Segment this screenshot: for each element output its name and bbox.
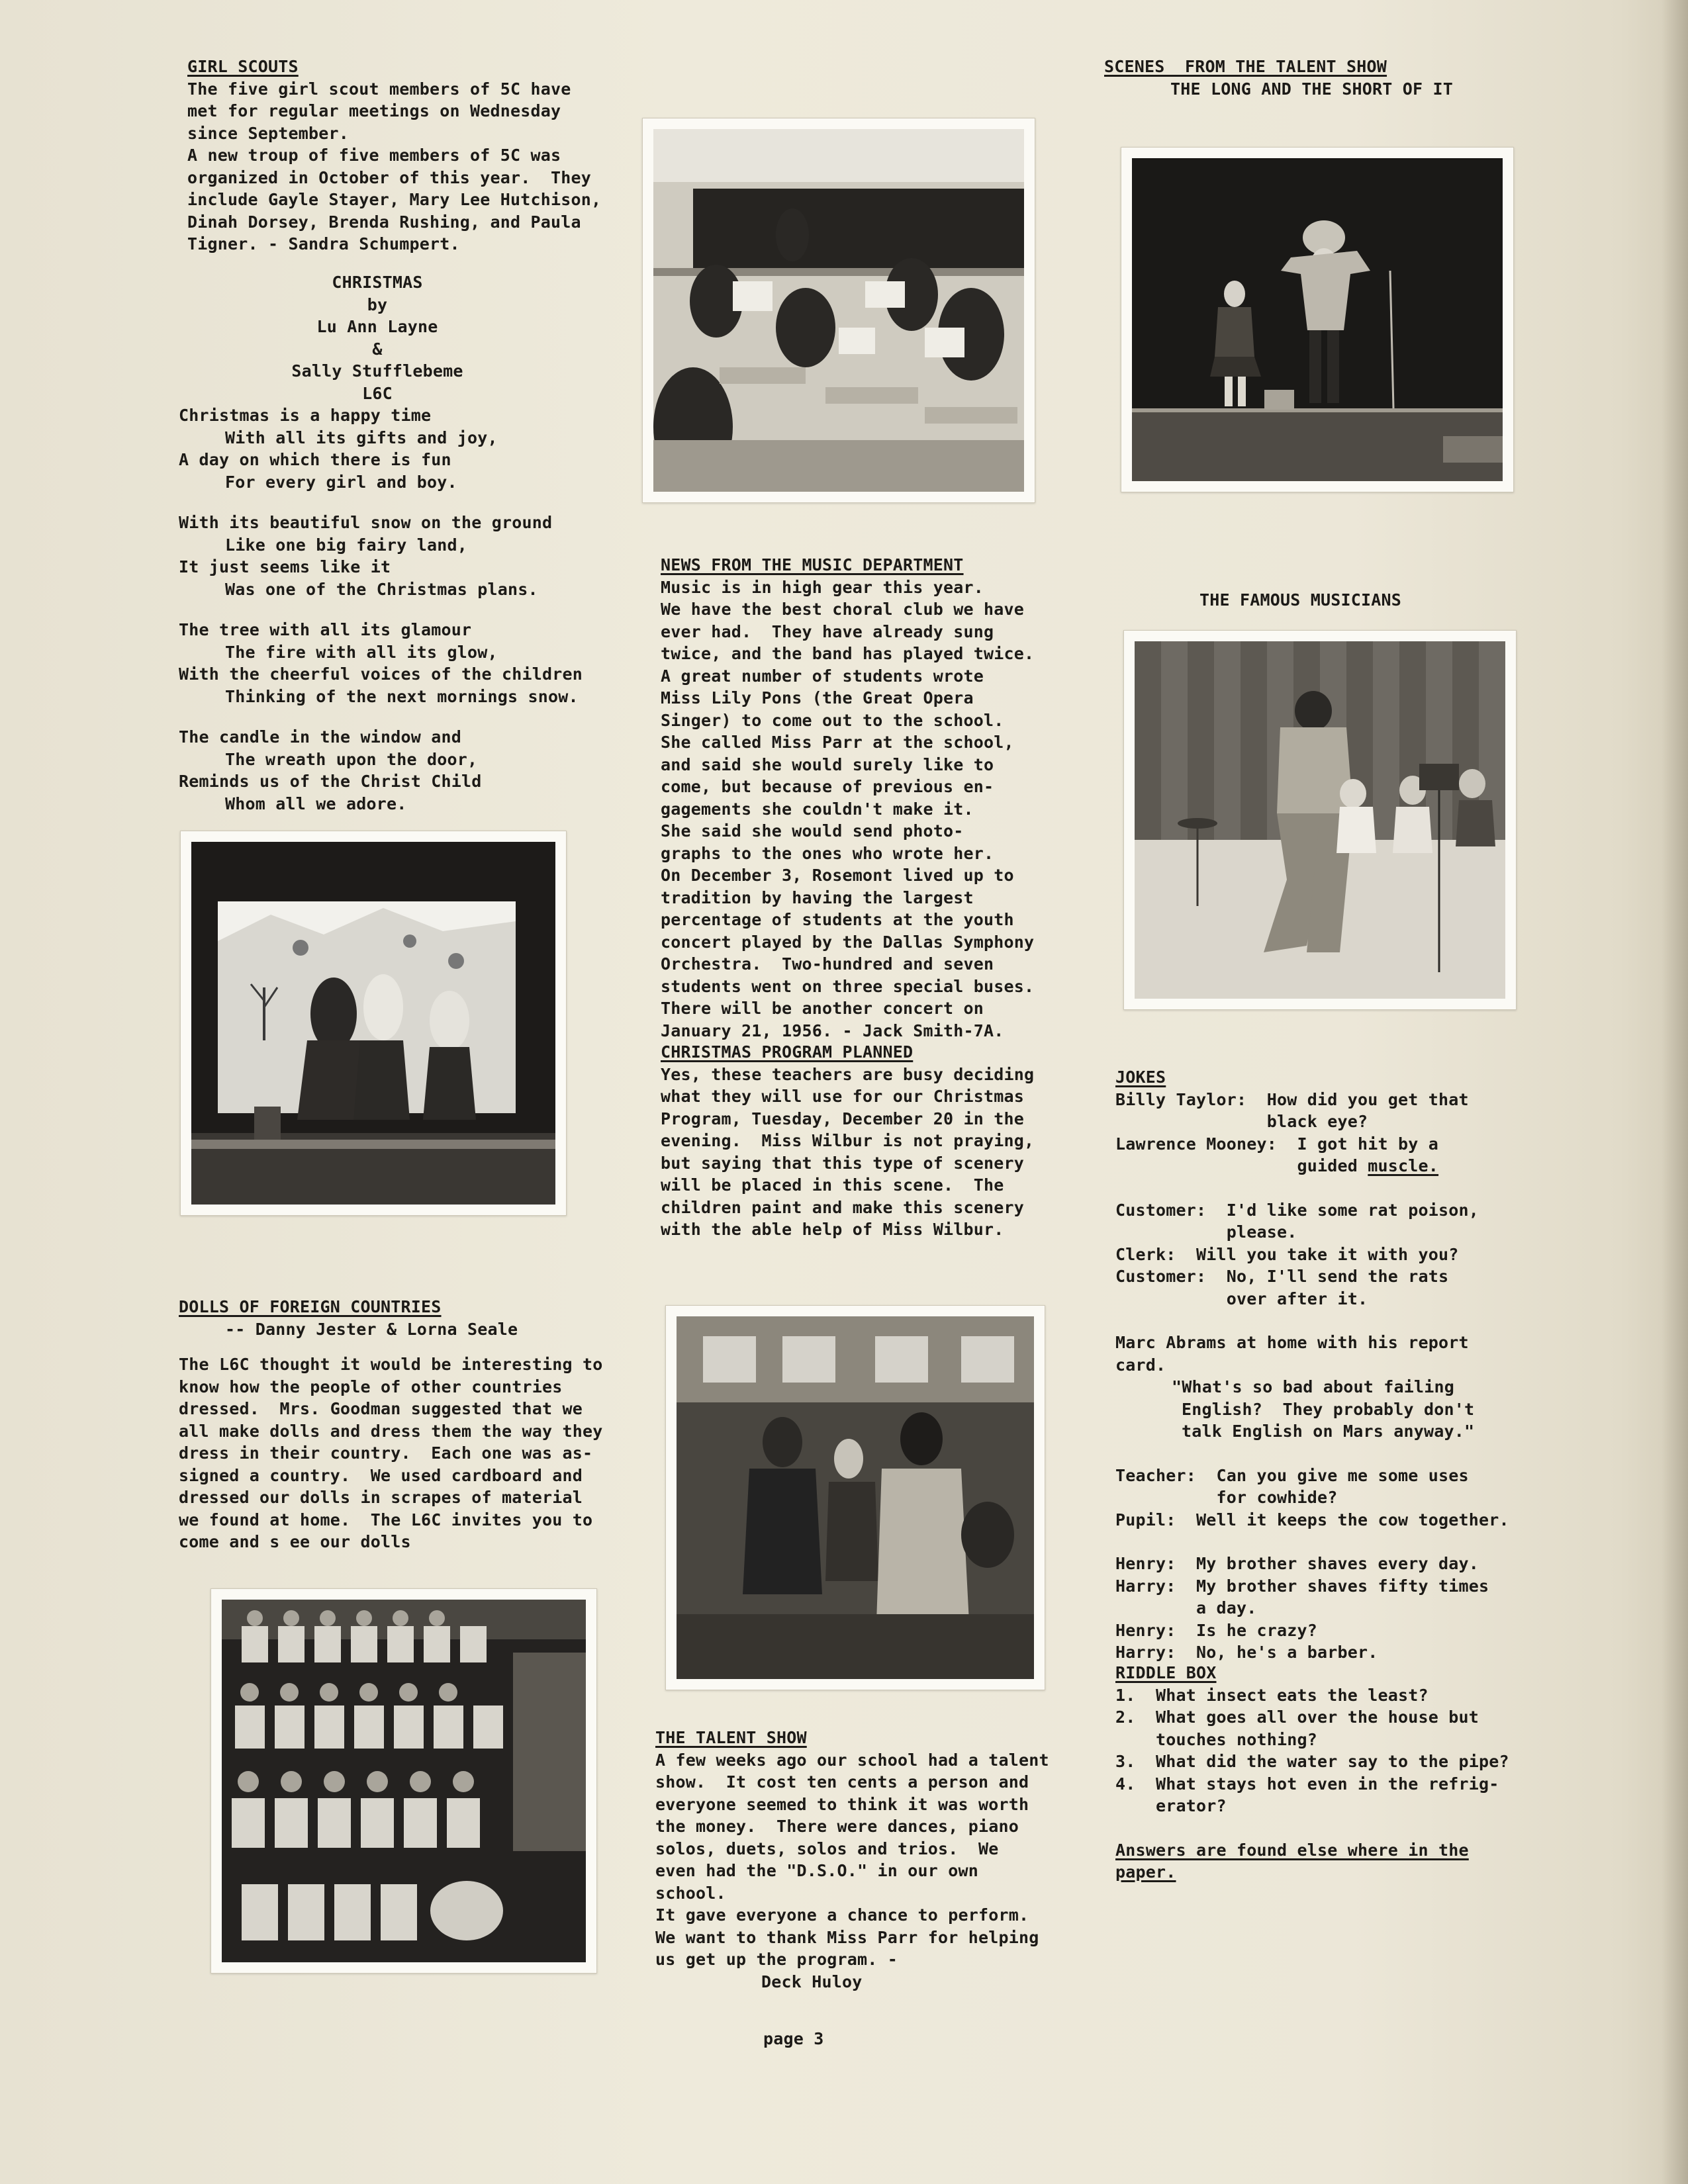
joke-line: Clerk: Will you take it with you? — [1115, 1244, 1459, 1264]
article-line: students went on three special buses. — [661, 976, 1035, 996]
photo-famous-musicians — [1123, 630, 1517, 1010]
music-article — [661, 554, 1084, 1042]
poem-title: CHRISTMAS — [332, 273, 423, 292]
article-line: gagements she couldn't make it. — [661, 799, 974, 819]
article-line: twice, and the band has played twice. — [661, 644, 1035, 663]
poem-class: L6C — [362, 383, 393, 403]
girl-scouts-heading: GIRL SCOUTS — [187, 57, 299, 76]
poem-line: The wreath upon the door, — [225, 749, 478, 769]
joke-line: black eye? — [1266, 1112, 1368, 1131]
joke-line: Henry: My brother shaves every day. — [1115, 1554, 1479, 1573]
article-line: Yes, these teachers are busy deciding — [661, 1064, 1035, 1084]
joke-line: Customer: I'd like some rat poison, — [1115, 1200, 1479, 1220]
article-line: Singer) to come out to the school. — [661, 710, 1004, 730]
article-line: A great number of students wrote — [661, 666, 984, 686]
girl-scouts-article — [187, 56, 637, 255]
article-line: The five girl scout members of 5C have — [187, 79, 571, 99]
poem-line: Reminds us of the Christ Child — [179, 772, 482, 791]
article-line: There will be another concert on — [661, 999, 984, 1018]
poem-line: The tree with all its glamour — [179, 620, 472, 639]
article-line: and said she would surely like to — [661, 754, 994, 774]
article-line: A new troup of five members of 5C was — [187, 146, 561, 165]
article-line: dressed. Mrs. Goodman suggested that we — [179, 1399, 583, 1418]
joke-line: Teacher: Can you give me some uses — [1115, 1465, 1469, 1485]
joke-line: guided muscle. — [1115, 1155, 1605, 1177]
article-line: all make dolls and dress them the way they — [179, 1421, 603, 1441]
article-line: but saying that this type of scenery — [661, 1153, 1025, 1173]
photo-teachers-planning — [665, 1305, 1045, 1690]
dolls-heading: DOLLS OF FOREIGN COUNTRIES — [179, 1297, 442, 1316]
riddle-item: 4. What stays hot even in the refrig- — [1115, 1774, 1499, 1794]
photo-christmas-scenery — [180, 831, 567, 1216]
poem-line: It just seems like it — [179, 557, 391, 576]
article-line: We have the best choral club we have — [661, 600, 1025, 619]
article-line: dressed our dolls in scrapes of material — [179, 1488, 583, 1507]
photo-long-and-short — [1121, 147, 1514, 492]
joke-line: Billy Taylor: How did you get that — [1115, 1089, 1469, 1109]
article-line: percentage of students at the youth — [661, 910, 1014, 929]
dolls-article — [179, 1296, 649, 1553]
riddle-item: erator? — [1156, 1796, 1227, 1815]
article-line: tradition by having the largest — [661, 887, 974, 907]
article-line: will be placed in this scene. The — [661, 1175, 1004, 1195]
joke-line: for cowhide? — [1216, 1488, 1338, 1507]
article-line: Tigner. - Sandra Schumpert. — [187, 234, 460, 253]
article-line: we found at home. The L6C invites you to — [179, 1510, 593, 1529]
article-line: the money. There were dances, piano — [655, 1817, 1019, 1836]
dolls-byline: -- Danny Jester & Lorna Seale — [225, 1319, 518, 1339]
article-line: solos, duets, solos and trios. We — [655, 1839, 999, 1858]
scenes-heading: SCENES FROM THE TALENT SHOW — [1104, 57, 1387, 76]
article-line: The L6C thought it would be interesting to — [179, 1355, 603, 1374]
poem-line: Was one of the Christmas plans. — [225, 579, 538, 599]
poem-ampersand: & — [372, 339, 383, 359]
article-line: Miss Lily Pons (the Great Opera — [661, 688, 974, 707]
article-line: Orchestra. Two-hundred and seven — [661, 954, 994, 974]
article-line: children paint and make this scenery — [661, 1197, 1025, 1217]
article-line: Music is in high gear this year. — [661, 577, 984, 597]
talent-show-signature: Deck Huloy — [761, 1972, 863, 1991]
poem-line: For every girl and boy. — [225, 472, 457, 492]
christmas-program-article — [661, 1041, 1084, 1241]
article-line: show. It cost ten cents a person and — [655, 1772, 1029, 1792]
joke-line: a day. — [1196, 1598, 1257, 1617]
article-line: It gave everyone a chance to perform. — [655, 1905, 1029, 1925]
poem-line: Like one big fairy land, — [225, 535, 468, 555]
poem-author: Lu Ann Layne — [316, 317, 438, 336]
joke-line: Marc Abrams at home with his report — [1115, 1333, 1469, 1352]
scenes-heading-block — [1104, 56, 1568, 100]
joke-line: Henry: Is he crazy? — [1115, 1620, 1318, 1640]
riddle-item: 3. What did the water say to the pipe? — [1115, 1752, 1509, 1771]
article-line: She said she would send photo- — [661, 821, 964, 841]
article-line: know how the people of other countries — [179, 1377, 563, 1396]
article-line: We want to thank Miss Parr for helping — [655, 1927, 1039, 1947]
article-line: signed a country. We used cardboard and — [179, 1465, 583, 1485]
christmas-program-heading: CHRISTMAS PROGRAM PLANNED — [661, 1042, 914, 1062]
jokes-section — [1115, 1066, 1605, 1664]
joke-line: Harry: My brother shaves fifty times — [1115, 1576, 1489, 1596]
article-line: met for regular meetings on Wednesday — [187, 101, 561, 120]
poem-author: Sally Stufflebeme — [291, 361, 463, 381]
joke-quote: talk English on Mars anyway." — [1182, 1422, 1475, 1441]
famous-musicians-caption-block — [1199, 589, 1464, 612]
riddle-item: 2. What goes all over the house but — [1115, 1707, 1479, 1727]
riddle-box — [1115, 1662, 1605, 1884]
riddle-answers-note: paper. — [1115, 1862, 1176, 1882]
photo-classroom — [642, 118, 1035, 503]
christmas-poem — [179, 271, 635, 815]
article-line: January 21, 1956. - Jack Smith-7A. — [661, 1021, 1004, 1040]
poem-line: The fire with all its glow, — [225, 642, 498, 662]
poem-line: Christmas is a happy time — [179, 406, 432, 425]
joke-line: Lawrence Mooney: I got hit by a — [1115, 1134, 1439, 1154]
article-line: what they will use for our Christmas — [661, 1087, 1025, 1106]
poem-line: With the cheerful voices of the children — [179, 664, 583, 684]
page-edge-shadow — [1662, 0, 1688, 2184]
article-line: On December 3, Rosemont lived up to — [661, 866, 1014, 885]
article-line: with the able help of Miss Wilbur. — [661, 1220, 1004, 1239]
poem-line: Whom all we adore. — [225, 794, 407, 813]
article-line: school. — [655, 1883, 726, 1903]
joke-quote: English? They probably don't — [1182, 1399, 1475, 1419]
joke-line: over after it. — [1226, 1289, 1368, 1308]
music-heading: NEWS FROM THE MUSIC DEPARTMENT — [661, 555, 964, 574]
article-line: include Gayle Stayer, Mary Lee Hutchison, — [187, 190, 602, 209]
joke-line: Harry: No, he's a barber. — [1115, 1643, 1378, 1662]
talent-show-heading: THE TALENT SHOW — [655, 1728, 807, 1747]
joke-line: Pupil: Well it keeps the cow together. — [1115, 1510, 1509, 1529]
article-line: Program, Tuesday, December 20 in the — [661, 1109, 1025, 1128]
muscle-word: muscle. — [1368, 1156, 1439, 1175]
page-number-text: page 3 — [763, 2029, 824, 2048]
article-line: come, but because of previous en- — [661, 777, 994, 796]
poem-by: by — [367, 295, 388, 314]
article-line: evening. Miss Wilbur is not praying, — [661, 1131, 1035, 1150]
article-line: us get up the program. - — [655, 1950, 898, 1969]
article-line: Dinah Dorsey, Brenda Rushing, and Paula — [187, 212, 581, 232]
riddle-item: 1. What insect eats the least? — [1115, 1685, 1429, 1705]
article-line: come and s ee our dolls — [179, 1532, 411, 1551]
joke-line: card. — [1115, 1355, 1166, 1375]
joke-quote: "What's so bad about failing — [1172, 1377, 1455, 1396]
photo-dolls-class — [211, 1588, 597, 1974]
page-number — [763, 2028, 896, 2050]
article-line: ever had. They have already sung — [661, 621, 994, 641]
article-line: graphs to the ones who wrote her. — [661, 843, 994, 863]
article-line: dress in their country. Each one was as- — [179, 1443, 593, 1463]
article-line: everyone seemed to think it was worth — [655, 1794, 1029, 1814]
article-line: since September. — [187, 123, 350, 143]
article-line: even had the "D.S.O." in our own — [655, 1861, 979, 1880]
riddle-item: touches nothing? — [1156, 1729, 1318, 1749]
talent-show-article — [655, 1727, 1092, 1993]
poem-line: With all its gifts and joy, — [225, 428, 498, 447]
joke-line: please. — [1226, 1222, 1297, 1242]
poem-line: Thinking of the next mornings snow. — [225, 686, 579, 706]
article-line: organized in October of this year. They — [187, 167, 592, 187]
poem-line: With its beautiful snow on the ground — [179, 513, 553, 532]
poem-line: The candle in the window and — [179, 727, 462, 747]
jokes-heading: JOKES — [1115, 1068, 1166, 1087]
poem-line: A day on which there is fun — [179, 450, 451, 469]
famous-musicians-caption: THE FAMOUS MUSICIANS — [1199, 590, 1402, 610]
riddle-answers-note: Answers are found else where in the — [1115, 1840, 1469, 1860]
joke-line: Customer: No, I'll send the rats — [1115, 1267, 1449, 1286]
riddle-box-heading: RIDDLE BOX — [1115, 1663, 1217, 1682]
article-line: She called Miss Parr at the school, — [661, 733, 1014, 752]
scenes-subheading: THE LONG AND THE SHORT OF IT — [1170, 79, 1454, 99]
article-line: A few weeks ago our school had a talent — [655, 1750, 1049, 1770]
article-line: concert played by the Dallas Symphony — [661, 932, 1035, 952]
